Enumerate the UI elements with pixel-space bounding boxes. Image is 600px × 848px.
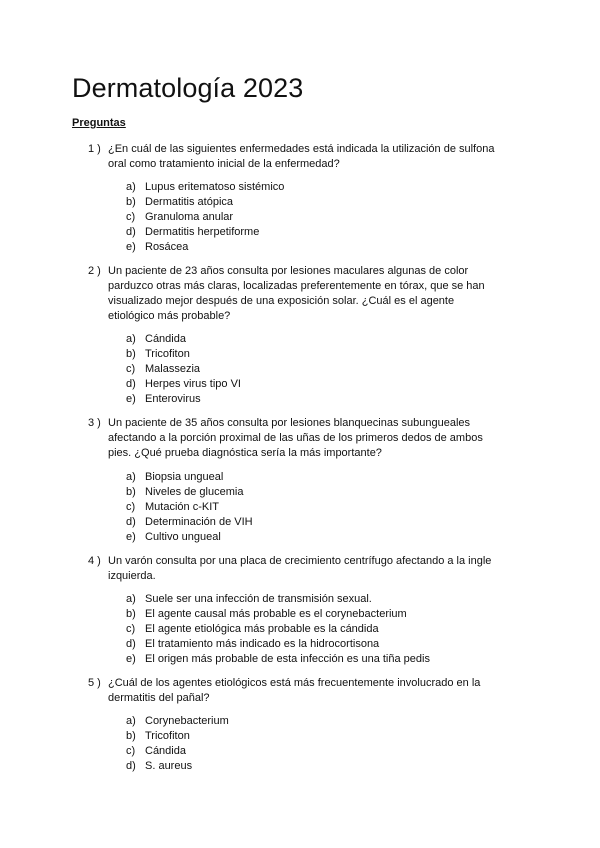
option-letter: c): [126, 211, 136, 223]
option-item: [0, 180, 600, 195]
option-text: Corynebacterium: [145, 715, 229, 727]
option-item: [0, 622, 600, 637]
option-letter: b): [126, 486, 136, 498]
question-text: Un varón consulta por una placa de crecimiento centrífugo afectando a la ingle izquierda.: [108, 555, 492, 582]
option-item: [0, 392, 600, 407]
option-item: [0, 332, 600, 347]
question-number: 2 ): [88, 265, 101, 277]
option-text: Niveles de glucemia: [145, 486, 244, 498]
option-letter: c): [126, 623, 136, 635]
option-text: Cándida: [145, 745, 186, 757]
option-item: [0, 607, 600, 622]
option-item: [0, 225, 600, 240]
option-letter: e): [126, 531, 136, 543]
option-letter: d): [126, 516, 136, 528]
option-letter: e): [126, 393, 136, 405]
option-item: [0, 210, 600, 225]
option-text: Dermatitis herpetiforme: [145, 226, 260, 238]
option-item: [0, 515, 600, 530]
option-text: Tricofiton: [145, 730, 190, 742]
option-item: [0, 592, 600, 607]
option-text: S. aureus: [145, 760, 193, 772]
option-item: [0, 377, 600, 392]
option-text: El tratamiento más indicado es la hidrocortisona: [145, 638, 380, 650]
option-text: El origen más probable de esta infección es una tiña pedis: [145, 653, 430, 665]
option-item: [0, 240, 600, 255]
question-number: 4 ): [88, 555, 101, 567]
option-letter: d): [126, 378, 136, 390]
option-item: [0, 759, 600, 774]
option-item: [0, 744, 600, 759]
option-text: Cultivo ungueal: [145, 531, 221, 543]
question-text: ¿En cuál de las siguientes enfermedades está indicada la utilización de sulfona oral como tratamiento inicial de la enfermedad?: [108, 143, 495, 170]
option-item: [0, 347, 600, 362]
option-text: El agente etiológica más probable es la cándida: [145, 623, 379, 635]
options-list-5: [0, 714, 600, 774]
option-letter: c): [126, 501, 136, 513]
option-text: Suele ser una infección de transmisión sexual.: [145, 593, 372, 605]
option-letter: a): [126, 181, 136, 193]
options-list-4: [0, 592, 600, 667]
question-number: 3 ): [88, 417, 101, 429]
option-item: [0, 470, 600, 485]
section-heading: Preguntas: [72, 117, 126, 129]
option-item: [0, 729, 600, 744]
option-item: [0, 195, 600, 210]
option-letter: d): [126, 226, 136, 238]
option-text: Dermatitis atópica: [145, 196, 234, 208]
option-item: [0, 652, 600, 667]
options-list-3: [0, 470, 600, 545]
question-text: Un paciente de 35 años consulta por lesiones blanquecinas subungueales afectando a la porción proximal de las uñas de los primeros dedos de ambos pies. ¿Qué prueba diagnóstica sería la más importante?: [108, 417, 483, 459]
question-number: 5 ): [88, 677, 101, 689]
option-text: Herpes virus tipo VI: [145, 378, 241, 390]
option-item: [0, 362, 600, 377]
option-text: Lupus eritematoso sistémico: [145, 181, 285, 193]
question-number: 1 ): [88, 143, 101, 155]
option-text: Cándida: [145, 333, 186, 345]
page-title: Dermatología 2023: [72, 73, 304, 103]
option-item: [0, 530, 600, 545]
option-text: Granuloma anular: [145, 211, 234, 223]
option-letter: a): [126, 593, 136, 605]
option-letter: c): [126, 363, 136, 375]
option-letter: b): [126, 196, 136, 208]
option-text: Enterovirus: [145, 393, 201, 405]
option-item: [0, 637, 600, 652]
option-letter: a): [126, 471, 136, 483]
option-letter: d): [126, 638, 136, 650]
question-text: ¿Cuál de los agentes etiológicos está más frecuentemente involucrado en la dermatitis del pañal?: [108, 677, 481, 704]
option-letter: c): [126, 745, 136, 757]
option-text: Biopsia ungueal: [145, 471, 224, 483]
option-text: El agente causal más probable es el corynebacterium: [145, 608, 407, 620]
option-letter: a): [126, 715, 136, 727]
option-text: Mutación c-KIT: [145, 501, 219, 513]
option-letter: b): [126, 730, 136, 742]
option-text: Rosácea: [145, 241, 189, 253]
option-letter: b): [126, 348, 136, 360]
option-text: Determinación de VIH: [145, 516, 253, 528]
option-letter: e): [126, 653, 136, 665]
option-item: [0, 485, 600, 500]
question-text: Un paciente de 23 años consulta por lesiones maculares algunas de color parduzco otras más claras, localizadas preferentemente en tórax, que se han visualizado mejor después de una exposición solar. ¿Cuál es el agente etiológico más probable?: [108, 265, 485, 322]
option-text: Tricofiton: [145, 348, 190, 360]
option-letter: a): [126, 333, 136, 345]
options-list-1: [0, 180, 600, 255]
option-letter: d): [126, 760, 136, 772]
option-item: [0, 714, 600, 729]
option-item: [0, 500, 600, 515]
option-letter: e): [126, 241, 136, 253]
option-text: Malassezia: [145, 363, 201, 375]
option-letter: b): [126, 608, 136, 620]
options-list-2: [0, 332, 600, 407]
